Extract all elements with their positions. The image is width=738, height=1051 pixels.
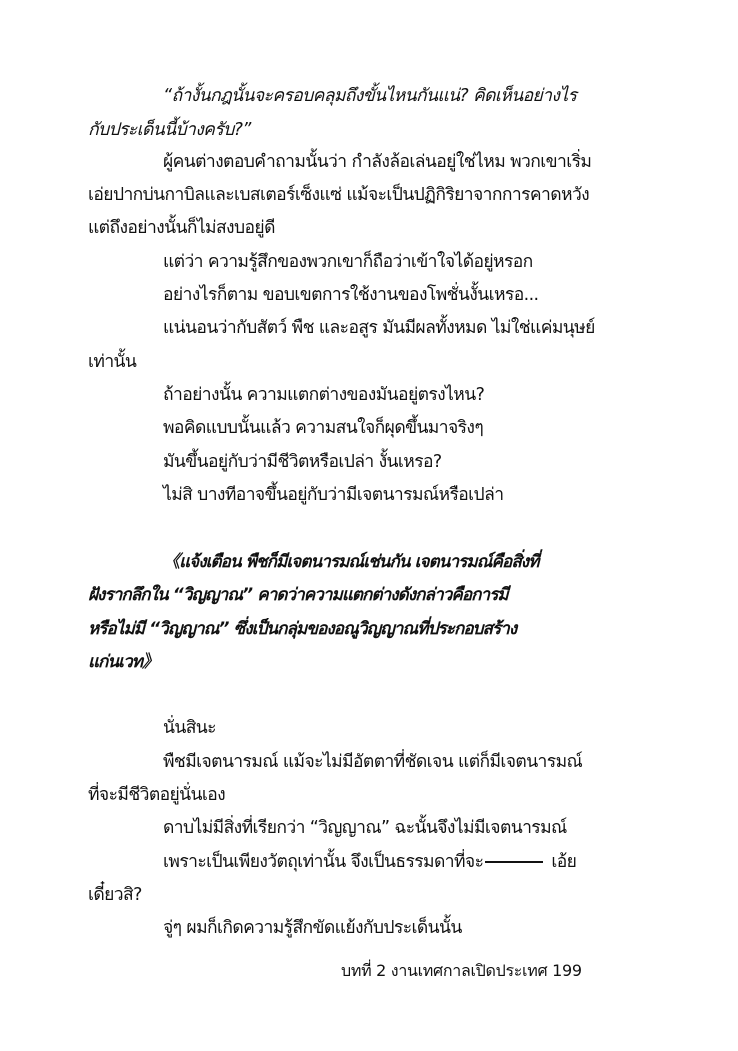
text-line-21: ดาบไม่มีสิ่งที่เรียกว่า “วิญญาณ” ฉะนั้นจึงไม่มีเจตนารมณ์	[163, 818, 567, 838]
text-line-24: จู่ๆ ผมก็เกิดความรู้สึกขัดแย้งกับประเด็นนั้น	[163, 918, 462, 938]
text-line-22-tail: เอ้ย	[551, 852, 577, 872]
text-line-12: มันขึ้นอยู่กับว่ามีชีวิตหรือเปล่า งั้นเหรอ?	[163, 452, 442, 472]
text-line-3: ผู้คนต่างตอบคำถามนั้นว่า กำลังล้อเล่นอยู่ใช่ไหม พวกเขาเริ่ม	[163, 152, 592, 172]
notification-line-2: ฝังรากลึกใน “วิญญาณ” คาดว่าความแตกต่างดังกล่าวคือการมี	[88, 585, 508, 605]
text-line-19: พืชมีเจตนารมณ์ แม้จะไม่มีอัตตาที่ชัดเจน แต่ก็มีเจตนารมณ์	[163, 752, 583, 772]
text-line-18: นั่นสินะ	[163, 718, 216, 738]
text-line-2: กับประเด็นนี้บ้างครับ?”	[88, 120, 251, 140]
page-footer: บทที่ 2 งานเทศกาลเปิดประเทศ 199	[341, 961, 582, 980]
text-line-7: อย่างไรก็ตาม ขอบเขตการใช้งานของโพชั่นงั้นเหรอ...	[163, 285, 539, 305]
text-line-8: แน่นอนว่ากับสัตว์ พืช และอสูร มันมีผลทั้งหมด ไม่ใช่แค่มนุษย์	[163, 318, 595, 338]
text-line-13: ไม่สิ บางทีอาจขึ้นอยู่กับว่ามีเจตนารมณ์หรือเปล่า	[163, 485, 504, 505]
text-line-11: พอคิดแบบนั้นแล้ว ความสนใจก็ผุดขึ้นมาจริงๆ	[163, 418, 484, 438]
text-line-1: “ถ้างั้นกฎนั้นจะครอบคลุมถึงขั้นไหนกันแน่? คิดเห็นอย่างไร	[163, 86, 577, 106]
text-line-22	[163, 850, 576, 874]
text-line-22-main: เพราะเป็นเพียงวัตถุเท่านั้น จึงเป็นธรรมดาที่จะ	[163, 852, 484, 872]
text-line-20: ที่จะมีชีวิตอยู่นั่นเอง	[88, 785, 226, 805]
text-line-4: เอ่ยปากบ่นกาบิลและเบสเตอร์เซ็งแซ่ แม้จะเป็นปฏิกิริยาจากการคาดหวัง	[88, 185, 590, 205]
text-line-9: เท่านั้น	[88, 352, 137, 372]
notification-line-1: 《แจ้งเตือน พืชก็มีเจตนารมณ์เช่นกัน เจตนารมณ์คือสิ่งที่	[163, 552, 539, 572]
text-line-6: แต่ว่า ความรู้สึกของพวกเขาก็ถือว่าเข้าใจได้อยู่หรอก	[163, 252, 533, 272]
notification-line-3: หรือไม่มี “วิญญาณ” ซึ่งเป็นกลุ่มของอณูวิญญาณที่ประกอบสร้าง	[88, 619, 517, 639]
notification-line-4: แก่นเวท》	[88, 652, 159, 672]
em-dash	[485, 861, 543, 863]
text-line-5: แต่ถึงอย่างนั้นก็ไม่สงบอยู่ดี	[88, 218, 275, 238]
text-line-10: ถ้าอย่างนั้น ความแตกต่างของมันอยู่ตรงไหน?	[163, 385, 485, 405]
text-line-23: เดี๋ยวสิ?	[88, 885, 142, 905]
